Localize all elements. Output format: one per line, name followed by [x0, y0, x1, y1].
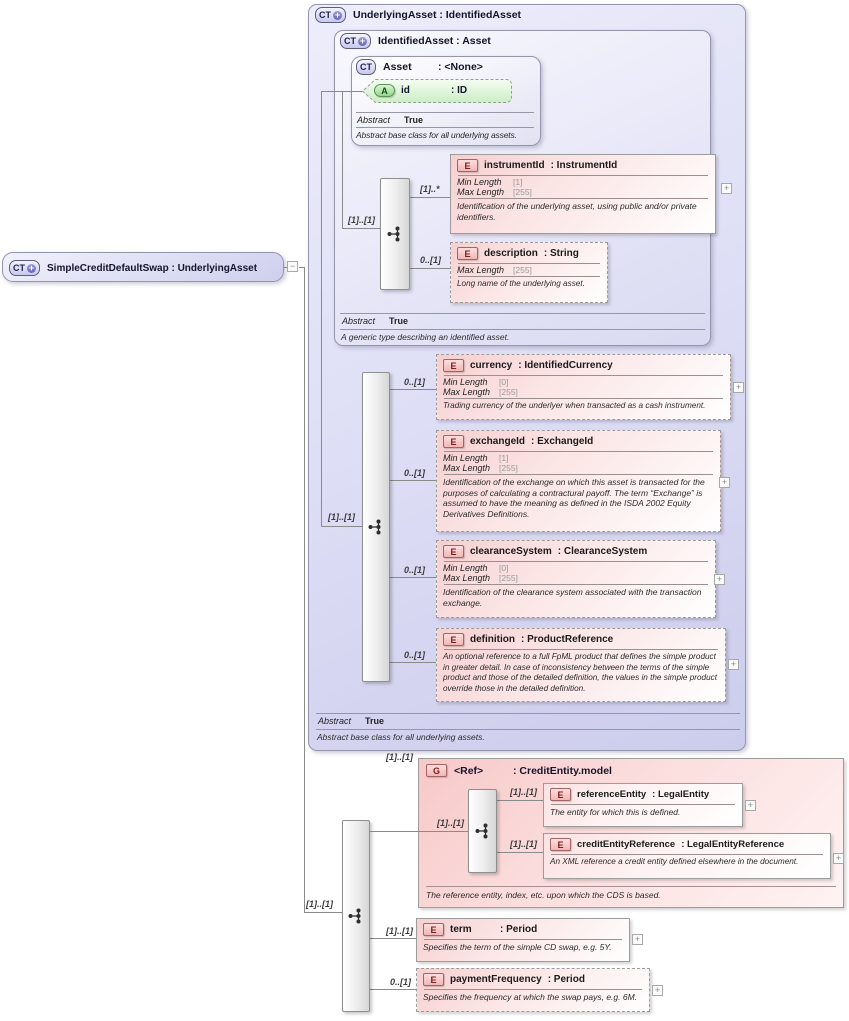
divider — [444, 561, 708, 562]
element-icon: E — [443, 435, 464, 448]
plus-circle-icon: + — [334, 9, 341, 20]
cardinality-label: [1]..[1] — [437, 818, 464, 828]
connector-line — [410, 197, 450, 198]
element-box-term[interactable] — [416, 918, 630, 962]
element-doc: Identification of the underlying asset, using public and/or private identifiers. — [457, 201, 697, 222]
complex-type-icon: CT — [356, 59, 376, 75]
attribute-icon: A — [374, 84, 395, 97]
divider — [551, 804, 735, 805]
element-doc: Identification of the exchange on which this asset is transacted for the purposes of calculating a contractural payoff. The term “Exchange” is assumed to have the meaning as defined in the ISDA 2002 Equity Derivatives Definitions. — [443, 477, 705, 519]
element-doc: Specifies the frequency at which the swap pays, e.g. 6M. — [423, 992, 638, 1002]
cardinality-label: [1]..[1] — [386, 752, 413, 762]
element-doc: Identification of the clearance system associated with the transaction exchange. — [443, 587, 702, 608]
element-name: exchangeId — [470, 436, 526, 447]
connector-line — [284, 267, 287, 268]
element-doc: An XML reference a credit entity defined elsewhere in the document. — [550, 857, 799, 866]
element-doc: Trading currency of the underlyer when transacted as a cash instrument. — [443, 401, 706, 410]
sequence-icon — [348, 907, 364, 925]
group-icon: G — [426, 764, 447, 777]
asset-name: Asset — [383, 61, 412, 73]
sequence-connector — [468, 789, 497, 873]
connector-line — [370, 831, 468, 832]
connector-line — [370, 989, 416, 990]
divider — [340, 329, 705, 330]
underlying-asset-doc: Abstract base class for all underlying assets. — [317, 732, 485, 742]
cardinality-label: [1]..[1] — [510, 839, 537, 849]
element-type: : ExchangeId — [531, 436, 594, 447]
element-name: paymentFrequency — [450, 974, 542, 985]
divider — [458, 263, 600, 264]
asset-doc: Abstract base class for all underlying assets. — [356, 130, 517, 140]
abstract-row: Abstract True — [357, 115, 424, 125]
cardinality-label: [1]..[1] — [328, 512, 355, 522]
cardinality-label: 0..[1] — [404, 565, 426, 575]
expand-button[interactable]: + — [652, 985, 663, 996]
complex-type-icon: CT + — [315, 7, 346, 23]
cardinality-label: [1]..[1] — [348, 215, 375, 225]
element-box-referenceentity[interactable] — [543, 783, 743, 827]
identified-asset-header — [340, 33, 491, 49]
divider — [458, 198, 708, 199]
element-box-instrumentid[interactable]: E instrumentId : InstrumentId Min Length [1] Max Length [255] Identification of the underlying asset, using public and/or private identifiers. — [450, 154, 716, 234]
element-icon: E — [443, 359, 464, 372]
element-type: : LegalEntityReference — [681, 839, 785, 850]
connector-line — [370, 938, 416, 939]
element-box-definition[interactable] — [436, 628, 726, 702]
connector-line — [321, 91, 322, 526]
attribute-name: id — [401, 85, 410, 96]
connector-line — [304, 912, 342, 913]
identified-asset-title: IdentifiedAsset : Asset — [378, 35, 491, 47]
attribute-type: : ID — [451, 85, 468, 96]
element-icon: E — [550, 838, 571, 851]
root-element-header — [9, 260, 257, 276]
group-header — [426, 764, 612, 777]
group-doc: The reference entity, index, etc. upon which the CDS is based. — [426, 890, 661, 900]
complex-type-icon: CT + — [340, 33, 371, 49]
connector-line — [304, 267, 305, 913]
divider — [424, 989, 642, 990]
element-icon: E — [423, 973, 444, 986]
plus-circle-icon: + — [359, 35, 366, 46]
divider — [316, 729, 740, 730]
element-icon: E — [550, 788, 571, 801]
expand-button[interactable]: + — [719, 477, 730, 488]
element-type: : ProductReference — [521, 634, 614, 645]
sequence-connector — [342, 820, 370, 1012]
cardinality-label: [1]..[1] — [306, 899, 333, 909]
cardinality-label: 0..[1] — [390, 977, 412, 987]
connector-line — [410, 268, 450, 269]
connector-line — [390, 577, 436, 578]
collapse-button[interactable]: − — [287, 261, 298, 272]
connector-line — [497, 852, 543, 853]
element-name: instrumentId — [484, 160, 545, 171]
element-name: currency — [470, 360, 513, 371]
asset-base-type: : <None> — [438, 61, 483, 73]
expand-button[interactable]: + — [714, 574, 725, 585]
expand-button[interactable]: + — [733, 382, 744, 393]
element-type: : Period — [547, 974, 585, 985]
connector-line — [342, 91, 343, 228]
connector-line — [390, 480, 436, 481]
divider — [444, 474, 713, 475]
abstract-row: Abstract True — [318, 716, 385, 726]
group-name: <Ref> — [454, 764, 484, 777]
root-element-title: SimpleCreditDefaultSwap : UnderlyingAsset — [47, 262, 258, 274]
element-name: creditEntityReference — [577, 839, 676, 850]
divider — [551, 854, 823, 855]
plus-circle-icon: + — [28, 262, 35, 273]
divider — [444, 451, 713, 452]
cardinality-label: 0..[1] — [404, 650, 426, 660]
expand-button[interactable]: + — [632, 934, 643, 945]
element-doc: Long name of the underlying asset. — [457, 279, 585, 288]
cardinality-label: 0..[1] — [404, 468, 426, 478]
underlying-asset-header — [315, 7, 521, 23]
element-icon: E — [423, 923, 444, 936]
element-icon: E — [457, 159, 478, 172]
element-box-description[interactable]: E description : String Max Length [255] Long name of the underlying asset. — [450, 242, 608, 303]
expand-button[interactable]: + — [721, 183, 732, 194]
cardinality-label: [1]..[1] — [386, 926, 413, 936]
connector-line — [390, 662, 436, 663]
divider — [444, 649, 718, 650]
divider — [424, 939, 622, 940]
element-doc: Specifies the term of the simple CD swap, e.g. 5Y. — [423, 942, 612, 952]
sequence-icon — [475, 822, 491, 840]
expand-button[interactable]: + — [745, 800, 756, 811]
element-box-paymentfrequency[interactable] — [416, 968, 650, 1012]
sequence-connector — [362, 372, 390, 682]
element-box-creditentityreference[interactable] — [543, 833, 831, 879]
element-name: clearanceSystem — [470, 546, 552, 557]
divider — [444, 584, 708, 585]
element-name: description — [484, 248, 538, 259]
cardinality-label: 0..[1] — [420, 255, 442, 265]
divider — [426, 886, 836, 887]
element-icon: E — [443, 633, 464, 646]
element-type: : ClearanceSystem — [557, 546, 648, 557]
divider — [356, 112, 534, 113]
element-type: : Period — [500, 924, 538, 935]
complex-type-icon: CT + — [9, 260, 40, 276]
element-name: term — [450, 924, 472, 935]
cardinality-label: [1]..[1] — [510, 787, 537, 797]
expand-button[interactable]: + — [728, 659, 739, 670]
divider — [444, 375, 723, 376]
element-doc: An optional reference to a full FpML product that defines the simple product in greater detail. In case of inconsistency between the terms of the simple product and those of the detailed definition, the values in the simple product override those in the detailed definition. — [443, 652, 718, 693]
connector-line — [390, 389, 436, 390]
element-type: : LegalEntity — [652, 789, 710, 800]
element-name: referenceEntity — [577, 789, 647, 800]
divider — [356, 127, 534, 128]
divider — [458, 175, 708, 176]
element-name: definition — [470, 634, 515, 645]
connector-line — [342, 228, 380, 229]
cardinality-label: [1]..* — [420, 184, 440, 194]
sequence-icon — [387, 225, 403, 243]
divider — [458, 276, 600, 277]
element-doc: The entity for which this is defined. — [550, 807, 681, 817]
sequence-icon — [368, 518, 384, 536]
element-type: : String — [543, 248, 579, 259]
cardinality-label: 0..[1] — [404, 377, 426, 387]
connector-line — [321, 526, 362, 527]
group-type: : CreditEntity.model — [513, 764, 612, 777]
element-type: : InstrumentId — [550, 160, 618, 171]
divider — [444, 398, 723, 399]
element-type: : IdentifiedCurrency — [518, 360, 613, 371]
element-box-exchangeid[interactable]: E exchangeId : ExchangeId Min Length [1] Max Length [255] Identification of the exchange on which this asset is transacted for the purposes of calculating a contractural payoff. The term “Exchange” is assumed to have the meaning as defined in the ISDA 2002 Equity Derivatives Definitions. — [436, 430, 721, 532]
underlying-asset-title: UnderlyingAsset : IdentifiedAsset — [353, 9, 522, 21]
asset-header — [356, 59, 483, 75]
element-box-clearancesystem[interactable]: E clearanceSystem : ClearanceSystem Min Length [0] Max Length [255] Identification of the clearance system associated with the transaction exchange. — [436, 540, 716, 618]
element-icon: E — [457, 247, 478, 260]
divider — [340, 313, 705, 314]
connector-line — [497, 800, 543, 801]
sequence-connector — [380, 178, 410, 290]
element-icon: E — [443, 545, 464, 558]
abstract-row: Abstract True — [342, 316, 409, 326]
element-box-currency[interactable]: E currency : IdentifiedCurrency Min Length [0] Max Length [255] Trading currency of the underlyer when transacted as a cash instrument. — [436, 354, 731, 420]
divider — [316, 713, 740, 714]
attribute-id[interactable] — [374, 84, 467, 97]
identified-asset-doc: A generic type describing an identified asset. — [341, 332, 510, 342]
expand-button[interactable]: + — [833, 853, 844, 864]
